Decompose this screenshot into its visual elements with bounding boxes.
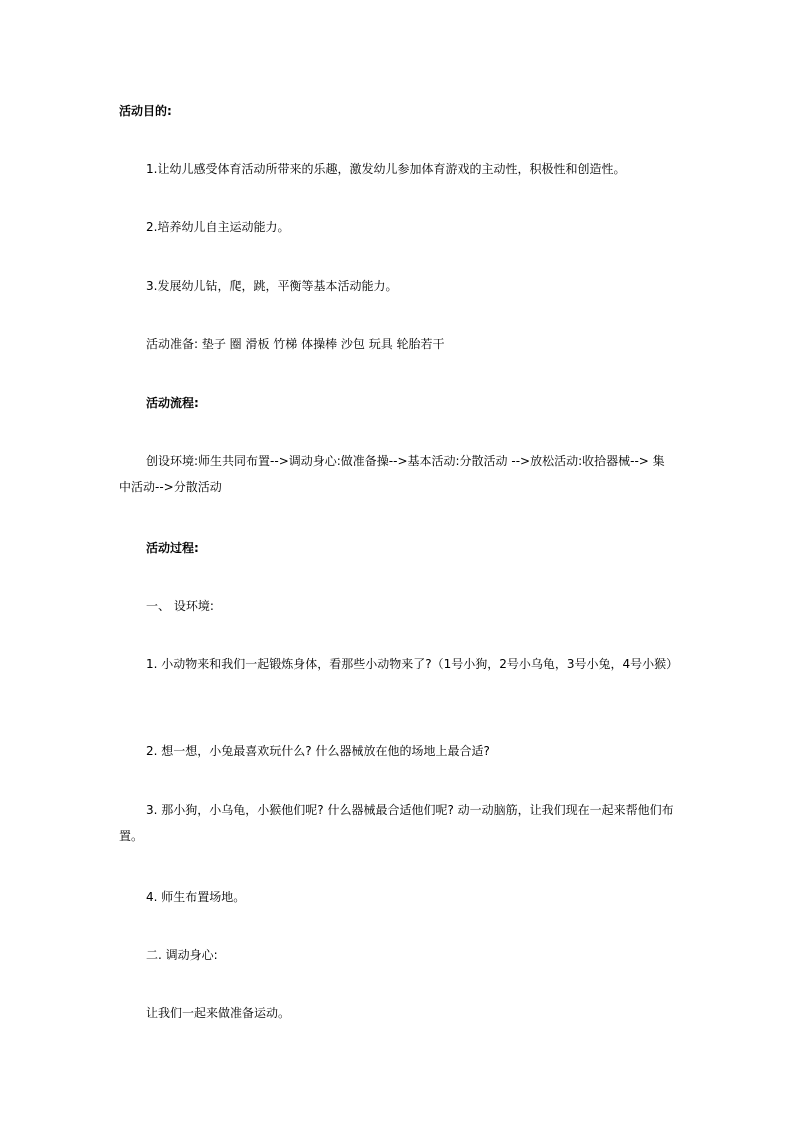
heading-activity-flow: 活动流程: [146, 396, 199, 410]
activity-preparation: 活动准备: 垫子 圈 滑板 竹梯 体操棒 沙包 玩具 轮胎若干 [146, 337, 445, 351]
activity-flow-text: 创设环境:师生共同布置-->调动身心:做准备操-->基本活动:分散活动 -->放松活动:收拾器械--> 集中活动-->分散活动 [119, 454, 665, 494]
heading-activity-process: 活动过程: [146, 541, 199, 555]
process-item-1: 1. 小动物来和我们一起锻炼身体，看那些小动物来了?（1号小狗，2号小乌龟，3号小兔，4号小猴） [146, 657, 679, 671]
process-item-2: 2. 想一想，小兔最喜欢玩什么? 什么器械放在他的场地上最合适? [146, 744, 490, 758]
goal-item-3: 3.发展幼儿钻，爬，跳，平衡等基本活动能力。 [146, 279, 398, 293]
heading-activity-goal: 活动目的: [119, 104, 172, 118]
process-item-3: 3. 那小狗，小乌龟，小猴他们呢? 什么器械最合适他们呢? 动一动脑筋，让我们现在一起来帮他们布置。 [119, 803, 674, 843]
section-heading-2: 二. 调动身心: [146, 948, 218, 962]
goal-item-1: 1.让幼儿感受体育活动所带来的乐趣，激发幼儿参加体育游戏的主动性，积极性和创造性。 [146, 162, 626, 176]
final-line: 让我们一起来做准备运动。 [146, 1006, 291, 1020]
goal-item-2: 2.培养幼儿自主运动能力。 [146, 220, 290, 234]
process-item-4: 4. 师生布置场地。 [146, 890, 246, 904]
section-heading-1: 一、 设环境: [146, 599, 214, 613]
